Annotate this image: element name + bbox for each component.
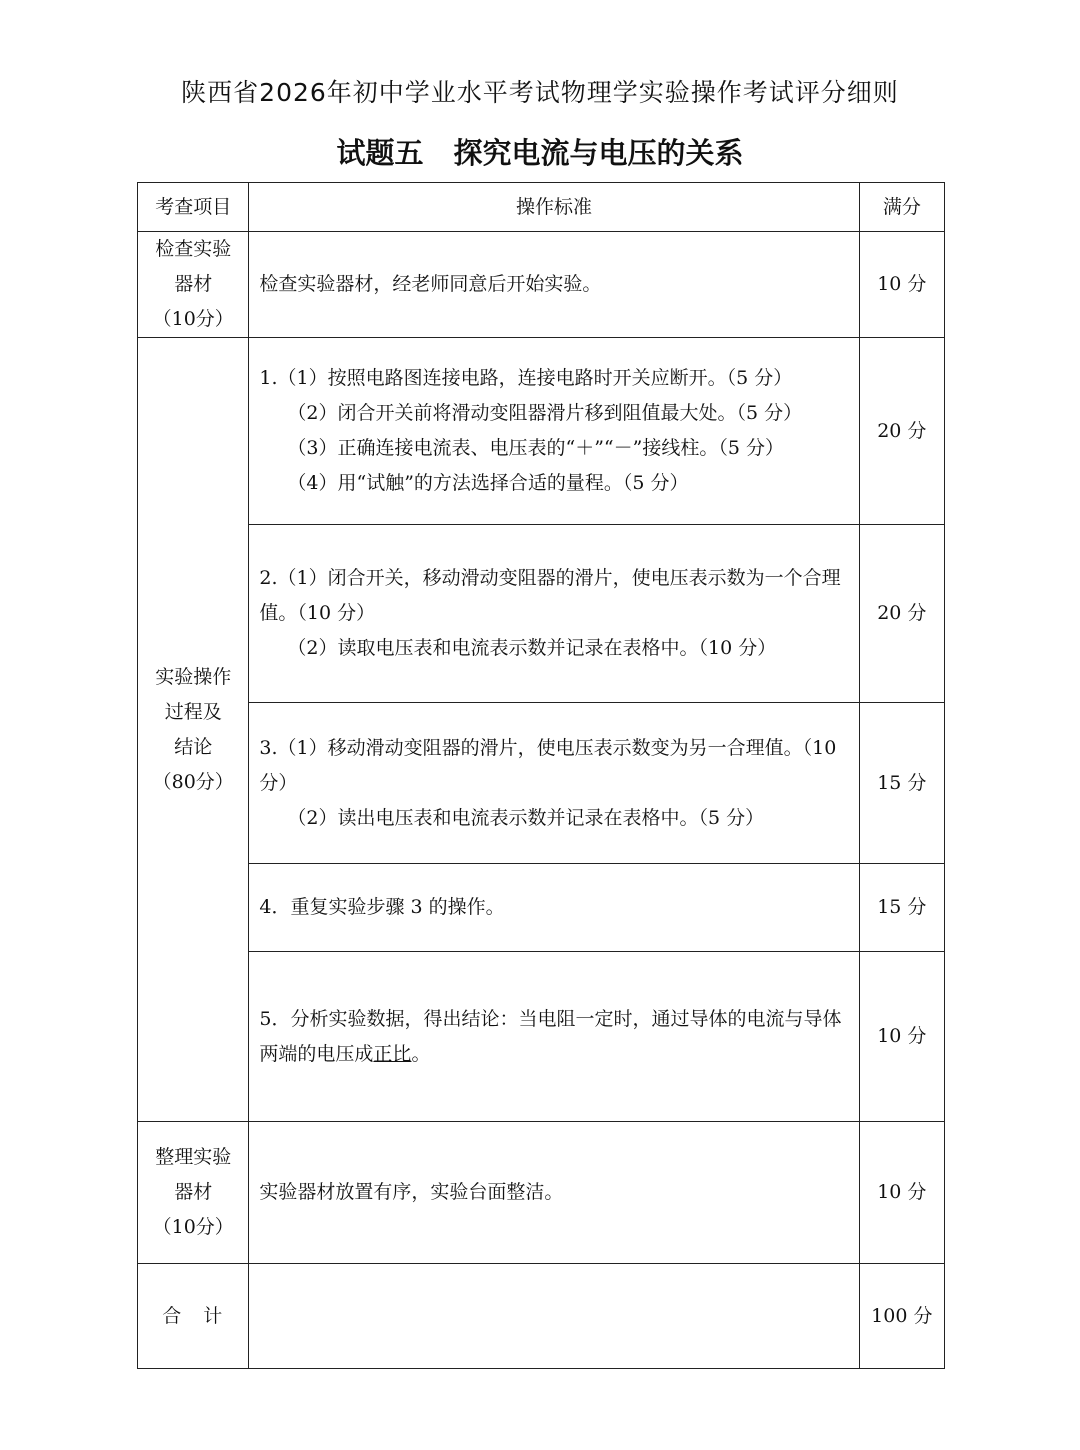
standard-step-3 xyxy=(249,703,859,864)
table-row-step-3 xyxy=(138,703,945,864)
table-row-step-4 xyxy=(138,864,945,952)
step-5-text: 5．分析实验数据，得出结论：当电阻一定时，通过导体的电流与导体两端的电压成 xyxy=(259,1007,842,1065)
step-2-line-1: 2.（1）闭合开关，移动滑动变阻器的滑片，使电压表示数为一个合理值。（10 分） xyxy=(259,567,841,624)
score-step-5: 10 分 xyxy=(859,952,944,1122)
question-topic: 探究电流与电压的关系 xyxy=(453,136,744,170)
step-4-line-1: 4．重复实验步骤 3 的操作。 xyxy=(259,896,505,918)
table-row-check xyxy=(138,232,945,338)
score-step-3: 15 分 xyxy=(859,703,944,864)
step-5-period: 。 xyxy=(411,1042,431,1065)
score-total: 100 分 xyxy=(859,1264,944,1369)
category-check-points: （10分） xyxy=(152,308,234,330)
step-1-line-4: （4）用“试触”的方法选择合适的量程。（5 分） xyxy=(287,472,689,494)
step-1-line-1: 1.（1）按照电路图连接电路，连接电路时开关应断开。（5 分） xyxy=(259,367,793,389)
score-step-4: 15 分 xyxy=(859,864,944,952)
exam-question-title xyxy=(0,132,1080,174)
scoring-table xyxy=(137,182,945,1369)
category-process-line2: 过程及 xyxy=(164,700,222,723)
category-process xyxy=(138,338,249,1122)
category-process-line3: 结论 xyxy=(174,735,213,758)
step-2-line-2: （2）读取电压表和电流表示数并记录在表格中。（10 分） xyxy=(287,637,777,659)
category-check-line2: 器材 xyxy=(174,273,213,295)
score-step-2: 20 分 xyxy=(859,525,944,703)
standard-step-2 xyxy=(249,525,859,703)
standard-total xyxy=(249,1264,859,1369)
step-1-line-3: （3）正确连接电流表、电压表的“＋”“－”接线柱。（5 分） xyxy=(287,437,784,459)
step-3-line-1: 3.（1）移动滑动变阻器的滑片，使电压表示数变为另一合理值。（10 分） xyxy=(259,736,837,794)
score-cleanup: 10 分 xyxy=(859,1122,944,1264)
table-row-step-2 xyxy=(138,525,945,703)
table-row-step-1 xyxy=(138,338,945,525)
table-row-cleanup xyxy=(138,1122,945,1264)
score-check: 10 分 xyxy=(859,232,944,338)
step-1-line-2: （2）闭合开关前将滑动变阻器滑片移到阻值最大处。（5 分） xyxy=(287,402,803,424)
category-cleanup-line2: 器材 xyxy=(174,1181,213,1203)
header-standard: 操作标准 xyxy=(249,183,859,232)
step-5-conclusion: 正比 xyxy=(373,1042,412,1065)
table-header-row xyxy=(138,183,945,232)
score-step-1: 20 分 xyxy=(859,338,944,525)
category-process-points: （80分） xyxy=(152,770,234,793)
category-cleanup-points: （10分） xyxy=(152,1216,234,1238)
category-cleanup xyxy=(138,1122,249,1264)
document-title: 陕西省2026年初中学业水平考试物理学实验操作考试评分细则 xyxy=(181,78,899,107)
standard-check: 检查实验器材，经老师同意后开始实验。 xyxy=(249,232,859,338)
category-process-line1: 实验操作 xyxy=(155,665,232,688)
category-check xyxy=(138,232,249,338)
question-number: 试题五 xyxy=(336,136,424,170)
category-cleanup-line1: 整理实验 xyxy=(155,1146,232,1168)
step-3-line-2: （2）读出电压表和电流表示数并记录在表格中。（5 分） xyxy=(287,806,765,829)
total-label: 合计 xyxy=(138,1264,249,1369)
standard-cleanup: 实验器材放置有序，实验台面整洁。 xyxy=(249,1122,859,1264)
standard-step-1 xyxy=(249,338,859,525)
header-score: 满分 xyxy=(859,183,944,232)
category-check-line1: 检查实验 xyxy=(155,238,232,260)
table-row-step-5 xyxy=(138,952,945,1122)
table-row-total xyxy=(138,1264,945,1369)
header-item: 考查项目 xyxy=(138,183,249,232)
standard-step-4 xyxy=(249,864,859,952)
standard-step-5 xyxy=(249,952,859,1122)
